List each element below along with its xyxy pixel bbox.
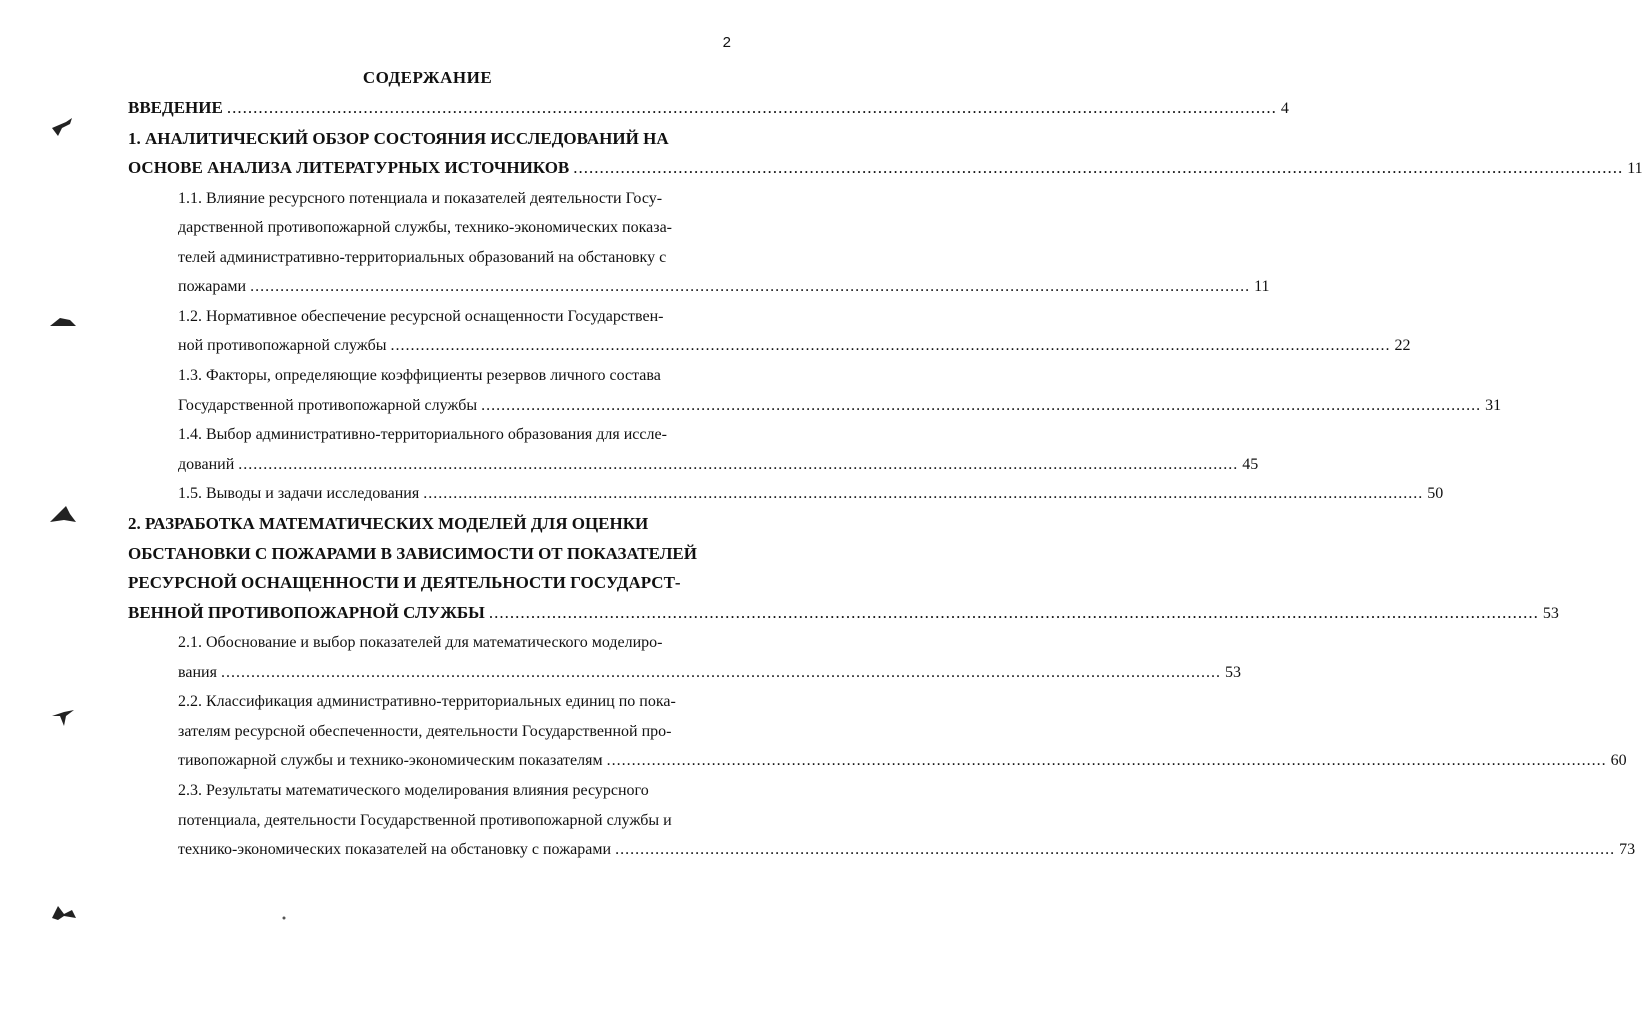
toc-entry-line: 2.1. Обоснование и выбор показателей для математического моделиро- <box>178 634 663 652</box>
toc-page-number: 22 <box>1394 337 1411 355</box>
toc-page-number: 73 <box>1619 841 1636 859</box>
toc-page-number: 45 <box>1242 455 1259 473</box>
toc-entry-line: 1.4. Выбор административно-территориального образования для иссле- <box>178 426 667 444</box>
dot-leader: ........................................................................................................................................................................................................ <box>390 337 1391 355</box>
toc-entry-last-line <box>178 331 1411 361</box>
dot-leader: ........................................................................................................................................................................................................ <box>606 752 1607 770</box>
toc-entry-text: ВВЕДЕНИЕ <box>128 98 223 117</box>
toc-entry-text: тивопожарной службы и технико-экономическим показателям <box>178 752 603 770</box>
toc-entry-line: 1. АНАЛИТИЧЕСКИЙ ОБЗОР СОСТОЯНИЯ ИССЛЕДОВАНИЙ НА <box>128 128 669 148</box>
toc-entry-text: ОСНОВЕ АНАЛИЗА ЛИТЕРАТУРНЫХ ИСТОЧНИКОВ <box>128 158 570 177</box>
toc-entry-line: зателям ресурсной обеспеченности, деятельности Государственной про- <box>178 722 672 740</box>
toc-entry-text: 1.5. Выводы и задачи исследования <box>178 485 420 503</box>
toc-chapter-entry <box>128 509 1559 628</box>
toc-entry-last-line <box>178 835 1636 865</box>
toc-page-number: 50 <box>1427 485 1444 503</box>
toc-entry-last-line <box>128 598 1559 629</box>
toc-section-entry <box>178 184 1270 302</box>
toc-section-entry <box>178 687 1627 776</box>
toc-entry-text: ной противопожарной службы <box>178 337 387 355</box>
toc-entry-text: ВЕННОЙ ПРОТИВОПОЖАРНОЙ СЛУЖБЫ <box>128 602 485 622</box>
toc-entry-line: 2.3. Результаты математического моделирования влияния ресурсного <box>178 782 649 799</box>
toc-section-entry <box>178 361 1502 420</box>
toc-entry-line: телей административно-территориальных образований на обстановку с <box>178 248 667 266</box>
toc-page-number: 31 <box>1485 396 1502 414</box>
toc-entry-line: 2.2. Классификация административно-территориальных единиц по пока- <box>178 693 676 711</box>
toc-entry-last-line <box>178 746 1627 776</box>
toc-entry-text: технико-экономических показателей на обстановку с пожарами <box>178 841 612 859</box>
toc-section-entry <box>178 628 1241 687</box>
toc-section-entry <box>178 420 1259 479</box>
toc-entry-line: 1.1. Влияние ресурсного потенциала и показателей деятельности Госу- <box>178 189 663 207</box>
toc-chapter-entry <box>128 124 1643 184</box>
toc-section-entry <box>178 776 1636 865</box>
toc-entry-line: потенциала, деятельности Государственной противопожарной службы и <box>178 811 672 829</box>
toc-page-number: 53 <box>1224 663 1241 681</box>
toc-page-number: 11 <box>1627 160 1643 177</box>
speck <box>283 917 286 920</box>
toc-entry-text: Государственной противопожарной службы <box>178 396 478 414</box>
dot-leader: ........................................................................................................................................................................................................ <box>238 455 1239 473</box>
dot-leader: ........................................................................................................................................................................................................ <box>226 98 1277 117</box>
toc-entry-text: дований <box>178 455 235 473</box>
toc-entry-line: дарственной противопожарной службы, технико-экономических показа- <box>178 219 672 237</box>
dot-leader: ........................................................................................................................................................................................................ <box>488 602 1539 622</box>
toc-page-number: 4 <box>1280 100 1289 117</box>
toc-section-entry <box>178 302 1411 361</box>
dot-leader: ........................................................................................................................................................................................................ <box>220 663 1221 681</box>
toc-entry-last-line <box>128 93 1289 124</box>
dot-leader: ........................................................................................................................................................................................................ <box>573 158 1624 177</box>
dot-leader: ........................................................................................................................................................................................................ <box>250 278 1251 296</box>
toc-page-number: 60 <box>1610 752 1627 770</box>
toc-entry-line: РЕСУРСНОЙ ОСНАЩЕННОСТИ И ДЕЯТЕЛЬНОСТИ ГОСУДАРСТ- <box>128 573 681 593</box>
toc-section-entry <box>178 479 1444 509</box>
toc-entry-last-line <box>128 153 1643 184</box>
punch-mark-5 <box>52 906 76 920</box>
dot-leader: ........................................................................................................................................................................................................ <box>615 841 1616 859</box>
toc-entry-last-line <box>178 272 1270 302</box>
toc-entry-line: 1.3. Факторы, определяющие коэффициенты резервов личного состава <box>178 367 661 385</box>
toc-page-number: 11 <box>1254 278 1270 296</box>
toc-entry-last-line <box>178 391 1502 421</box>
page-title: СОДЕРЖАНИЕ <box>362 68 493 87</box>
toc-page-number: 53 <box>1542 604 1559 622</box>
dot-leader: ........................................................................................................................................................................................................ <box>423 485 1424 503</box>
toc-entry-text: пожарами <box>178 278 247 296</box>
toc-entry-line: 2. РАЗРАБОТКА МАТЕМАТИЧЕСКИХ МОДЕЛЕЙ ДЛЯ ОЦЕНКИ <box>128 514 649 534</box>
page-number: 2 <box>722 34 731 51</box>
toc-chapter-entry <box>128 93 1289 124</box>
dot-leader: ........................................................................................................................................................................................................ <box>481 396 1482 414</box>
table-of-contents <box>0 93 1643 865</box>
toc-entry-last-line <box>178 479 1444 509</box>
toc-entry-last-line <box>178 658 1241 688</box>
toc-entry-line: ОБСТАНОВКИ С ПОЖАРАМИ В ЗАВИСИМОСТИ ОТ ПОКАЗАТЕЛЕЙ <box>128 543 697 563</box>
toc-entry-text: вания <box>178 663 217 681</box>
toc-entry-line: 1.2. Нормативное обеспечение ресурсной оснащенности Государствен- <box>178 307 664 325</box>
toc-entry-last-line <box>178 450 1259 480</box>
